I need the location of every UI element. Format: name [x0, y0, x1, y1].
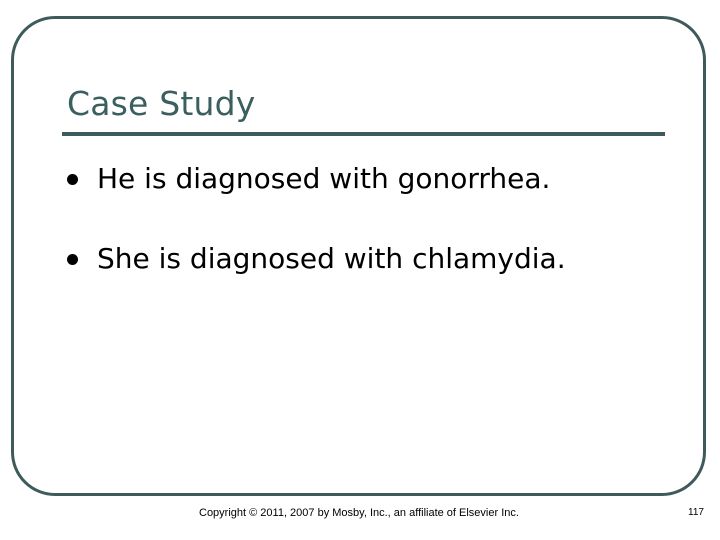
- bullet-list: [60, 154, 566, 314]
- slide-number: 117: [688, 507, 704, 518]
- bullet-item: [60, 154, 566, 204]
- slide-title: Case Study: [67, 84, 256, 123]
- bullet-text: She is diagnosed with chlamydia.: [97, 242, 566, 275]
- bullet-dot-icon: [67, 174, 78, 185]
- bullet-dot-icon: [67, 254, 78, 265]
- bullet-item: [60, 234, 566, 284]
- bullet-text: He is diagnosed with gonorrhea.: [97, 162, 551, 195]
- footer-copyright: Copyright © 2011, 2007 by Mosby, Inc., an affiliate of Elsevier Inc.: [199, 507, 519, 519]
- title-underline: [62, 132, 665, 136]
